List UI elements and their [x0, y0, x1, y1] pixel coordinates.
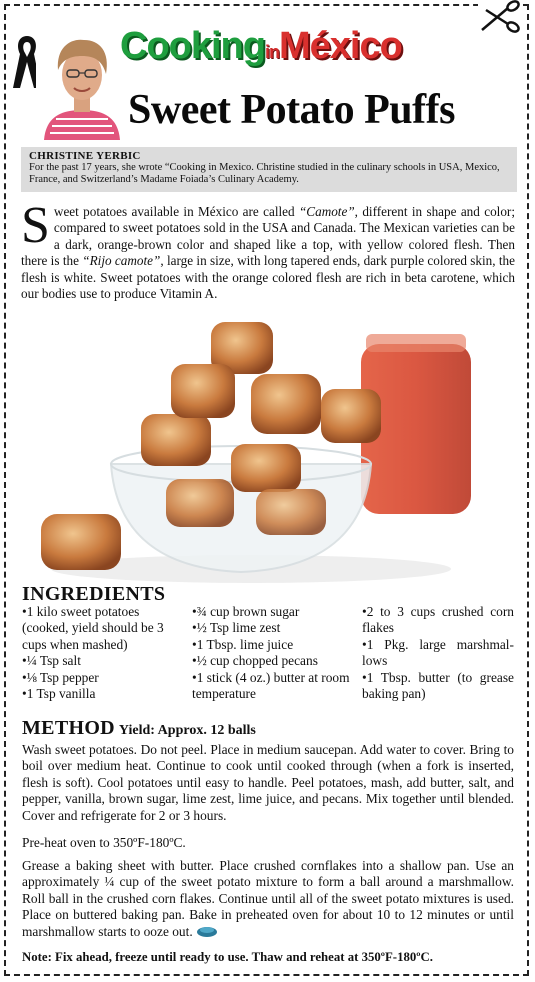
ingredient-item: •1 kilo sweet potatoes (cooked, yield should be 3 cups when mashed): [22, 604, 164, 652]
ingredients-column-1: [22, 604, 182, 702]
method-paragraph-1: Wash sweet potatoes. Do not peel. Place in medium saucepan. Add water to cover. Bring to boil over medium heat. Continue to cook until cooked through (when a fork is inserted, flesh is soft). Cool potatoes until easy to handle. Peel potatoes, mash, add butter, salt, and pepper, vanilla, brown sugar, lime zest, lime juice, and pecans. Mix together until blended. Cover and refrigerate for 2 or 3 hours.: [22, 742, 514, 823]
author-bio: [21, 147, 517, 192]
method-paragraph-3: [22, 858, 514, 940]
intro-text-1: weet potatoes available in México are called: [53, 204, 299, 219]
author-bio-text: For the past 17 years, she wrote “Cooking in Mexico. Christine studied in the culinary schools in USA, Mexico, France, and Switzerland’s Madame Foiada’s Culinary Academy.: [29, 162, 500, 185]
masthead-in: in: [264, 42, 279, 62]
method-title: METHOD: [22, 717, 115, 739]
ingredient-item: •1 Tbsp. lime juice: [192, 636, 294, 652]
ingredient-item: •¼ Tsp salt: [22, 653, 81, 669]
note: Note: Fix ahead, freeze until ready to use. Thaw and reheat at 350ºF-180ºC.: [22, 950, 433, 964]
ingredient-item: •1 Tsp vanilla: [22, 686, 96, 702]
ingredient-item: •½ Tsp lime zest: [192, 620, 281, 636]
ingredient-item: •1 Pkg. large marshmal-lows: [362, 636, 514, 669]
intro-text-2: , different in shape and color; compared to sweet potatoes sold in the USA and Canada. The Mexican varieties can be a dark, orange-brown color and shaped like a top, with yellow colored flesh. Then there is the: [21, 204, 515, 269]
masthead-cooking: Cooking: [120, 25, 265, 67]
ingredients-column-2: [192, 604, 352, 702]
masthead-mexico: México: [278, 25, 402, 67]
food-photo: [21, 314, 515, 584]
intro-paragraph: [21, 197, 515, 302]
ingredient-item: •¾ cup brown sugar: [192, 604, 300, 619]
intro-text-3: , large in size, with long tapered ends, dark purple colored skin, the flesh is white. Sweet potatoes with the orange colored flesh are rich in beta carotene, which our bodies use to produce Vitamin A.: [21, 253, 515, 302]
ingredient-item: •1 stick (4 oz.) butter at room temperature: [192, 669, 350, 702]
header: [10, 24, 520, 142]
ingredient-item: •½ cup chopped pecans: [192, 653, 318, 669]
method-yield: Yield: Approx. 12 balls: [118, 723, 256, 738]
ingredient-item: •⅛ Tsp pepper: [22, 669, 99, 685]
method-paragraph-2: Pre-heat oven to 350ºF-180ºC.: [22, 835, 186, 850]
ingredients-heading: INGREDIENTS: [22, 583, 166, 605]
author-name: CHRISTINE YERBIC: [29, 150, 141, 162]
author-photo: [36, 30, 128, 140]
intro-italic-camote: “Camote”: [298, 204, 355, 219]
ingredient-item: •2 to 3 cups crushed corn flakes: [362, 604, 514, 636]
masthead: [120, 24, 402, 74]
ingredients-column-3: [362, 604, 514, 702]
article-title: Sweet Potato Puffs: [128, 87, 455, 133]
end-mark-icon: [196, 924, 218, 938]
drop-cap: S: [21, 197, 50, 254]
method-paragraph-3-text: Grease a baking sheet with butter. Place crushed cornflakes into a shallow pan. Use an approximately ¼ cup of the sweet potato mixture to form a ball around a marshmallow. Roll ball in the crushed corn flakes. Continue until all of the sweet potato mixtures is used. Place on buttered baking pan. Bake in preheated oven for about 10 to 12 minutes or until marshmallow starts to ooze out.: [22, 858, 514, 939]
intro-italic-rijo: “Rijo camote”: [82, 253, 161, 269]
method-heading: [22, 717, 256, 740]
ingredient-item: •1 Tbsp. butter (to grease baking pan): [362, 669, 514, 702]
